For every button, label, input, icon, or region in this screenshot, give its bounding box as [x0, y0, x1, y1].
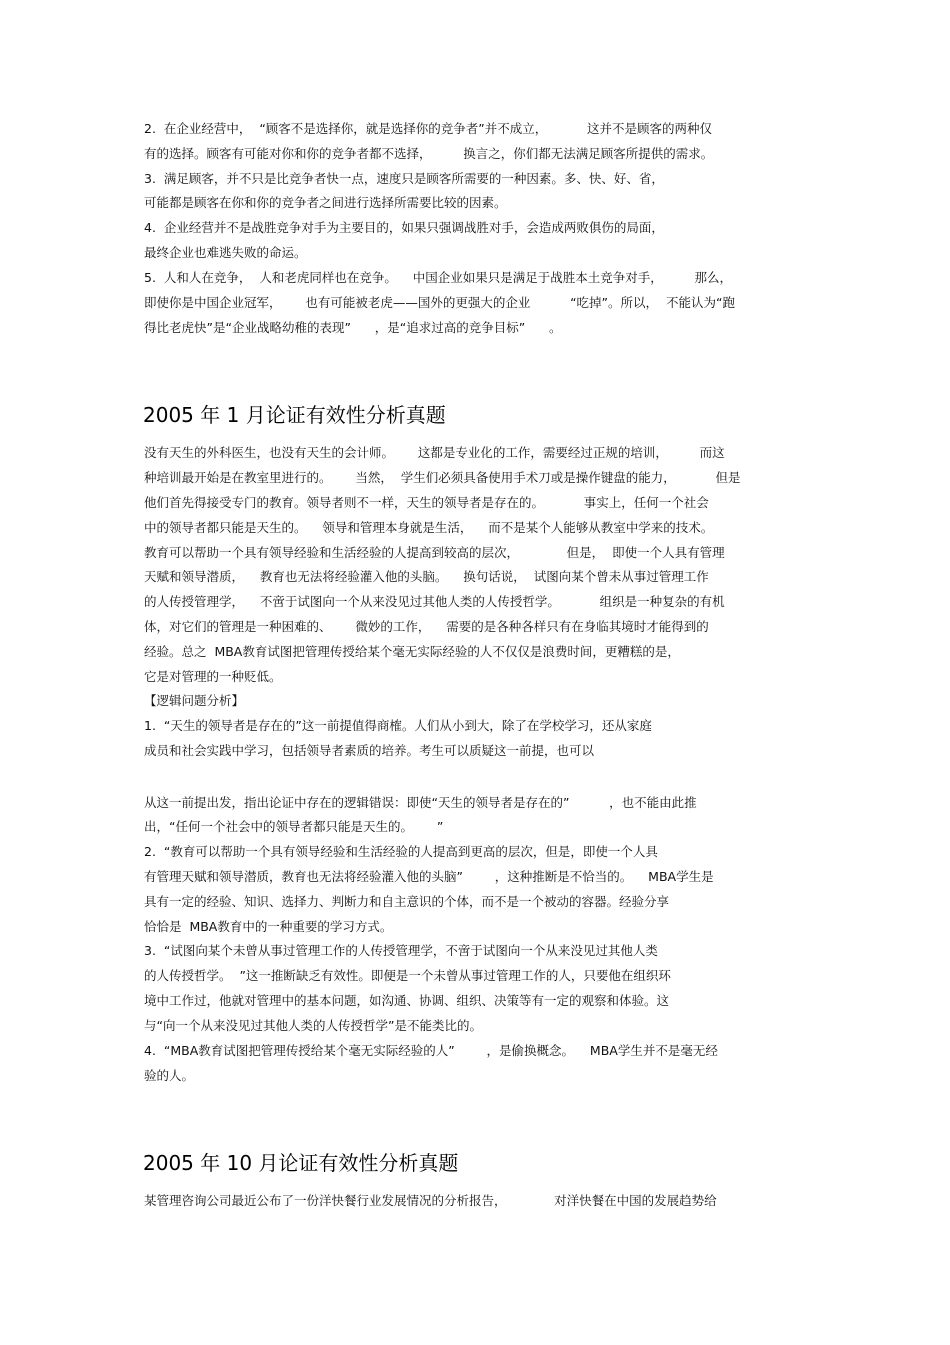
analysis-title: 【逻辑问题分析】 [144, 693, 245, 708]
text-line: 4. 企业经营并不是战胜竞争对手为主要目的，如果只强调战胜对手，会造成两败俱伤的局面， [144, 220, 664, 235]
text-line: 有管理天赋和领导潜质，教育也无法将经验灌入他的头脑” ，这种推断是不恰当的。 MBA学生是 [144, 869, 714, 884]
text-line: 境中工作过，他就对管理中的基本问题，如沟通、协调、组织、决策等有一定的观察和体验。这 [144, 993, 670, 1008]
text-line: 5. 人和人在竞争， 人和老虎同样也在竞争。 中国企业如果只是满足于战胜本土竞争对手， 那么， [144, 270, 733, 285]
section-heading-2005-oct: 2005 年 10 月论证有效性分析真题 [143, 1151, 459, 1175]
text-line: 可能都是顾客在你和你的竞争者之间进行选择所需要比较的因素。 [144, 195, 507, 210]
text-line: 恰恰是 MBA教育中的一种重要的学习方式。 [144, 919, 393, 934]
text-line: 的人传授管理学， 不啻于试图向一个从来没见过其他人类的人传授哲学。 组织是一种复杂的有机 [144, 594, 725, 609]
text-line: 天赋和领导潜质， 教育也无法将经验灌入他的头脑。 换句话说， 试图向某个曾未从事过管理工作 [144, 569, 709, 584]
text-line: 成员和社会实践中学习，包括领导者素质的培养。考生可以质疑这一前提，也可以 [144, 743, 595, 758]
text-line: 中的领导者都只能是天生的。 领导和管理本身就是生活， 而不是某个人能够从教室中学来的技术。 [144, 520, 714, 535]
text-line: 得比老虎快”是“企业战略幼稚的表现” ，是“追求过高的竞争目标” 。 [144, 320, 562, 335]
text-line: 3. 满足顾客，并不只是比竞争者快一点，速度只是顾客所需要的一种因素。多、快、好、省， [144, 171, 664, 186]
text-line: 教育可以帮助一个具有领导经验和生活经验的人提高到较高的层次， 但是， 即使一个人具有管理 [144, 545, 725, 560]
text-line: 从这一前提出发，指出论证中存在的逻辑错误：即使“天生的领导者是存在的” ，也不能由此推 [144, 795, 697, 810]
text-line: 体，对它们的管理是一种困难的、 微妙的工作， 需要的是各种各样只有在身临其境时才能得到的 [144, 619, 709, 634]
text-line: 他们首先得接受专门的教育。领导者则不一样，天生的领导者是存在的。 事实上，任何一个社会 [144, 495, 709, 510]
text-line: 1. “天生的领导者是存在的”这一前提值得商榷。人们从小到大，除了在学校学习，还从家庭 [144, 718, 652, 733]
section-heading-2005-jan: 2005 年 1 月论证有效性分析真题 [143, 403, 446, 427]
text-line: 没有天生的外科医生，也没有天生的会计师。 这都是专业化的工作，需要经过正规的培训， 而这 [144, 445, 725, 460]
text-line: 种培训最开始是在教室里进行的。 当然， 学生们必须具备使用手术刀或是操作键盘的能力， 但是 [144, 470, 741, 485]
text-line: 具有一定的经验、知识、选择力、判断力和自主意识的个体，而不是一个被动的容器。经验分享 [144, 894, 670, 909]
text-line: 它是对管理的一种贬低。 [144, 669, 282, 684]
text-line: 验的人。 [144, 1068, 195, 1083]
text-line: 2. “教育可以帮助一个具有领导经验和生活经验的人提高到更高的层次，但是，即使一个人具 [144, 844, 658, 859]
text-line: 与“向一个从来没见过其他人类的人传授哲学”是不能类比的。 [144, 1018, 482, 1033]
text-line: 3. “试图向某个未曾从事过管理工作的人传授管理学，不啻于试图向一个从来没见过其他人类 [144, 943, 658, 958]
text-line: 出，“任何一个社会中的领导者都只能是天生的。 ” [144, 819, 444, 834]
text-line: 4. “MBA教育试图把管理传授给某个毫无实际经验的人” ，是偷换概念。 MBA学生并不是毫无经 [144, 1043, 718, 1058]
text-line: 经验。总之 MBA教育试图把管理传授给某个毫无实际经验的人不仅仅是浪费时间，更糟糕的是， [144, 644, 680, 659]
text-line: 2. 在企业经营中， “顾客不是选择你，就是选择你的竞争者”并不成立， 这并不是顾客的两种仅 [144, 121, 713, 136]
text-line: 有的选择。顾客有可能对你和你的竞争者都不选择， 换言之，你们都无法满足顾客所提供的需求。 [144, 146, 714, 161]
text-line: 即使你是中国企业冠军， 也有可能被老虎——国外的更强大的企业 “吃掉”。所以， 不能认为“跑 [144, 295, 735, 310]
text-line: 最终企业也难逃失败的命运。 [144, 245, 307, 260]
text-line: 某管理咨询公司最近公布了一份洋快餐行业发展情况的分析报告， 对洋快餐在中国的发展趋势给 [144, 1193, 717, 1208]
text-line: 的人传授哲学。 ”这一推断缺乏有效性。即便是一个未曾从事过管理工作的人，只要他在组织环 [144, 968, 671, 983]
